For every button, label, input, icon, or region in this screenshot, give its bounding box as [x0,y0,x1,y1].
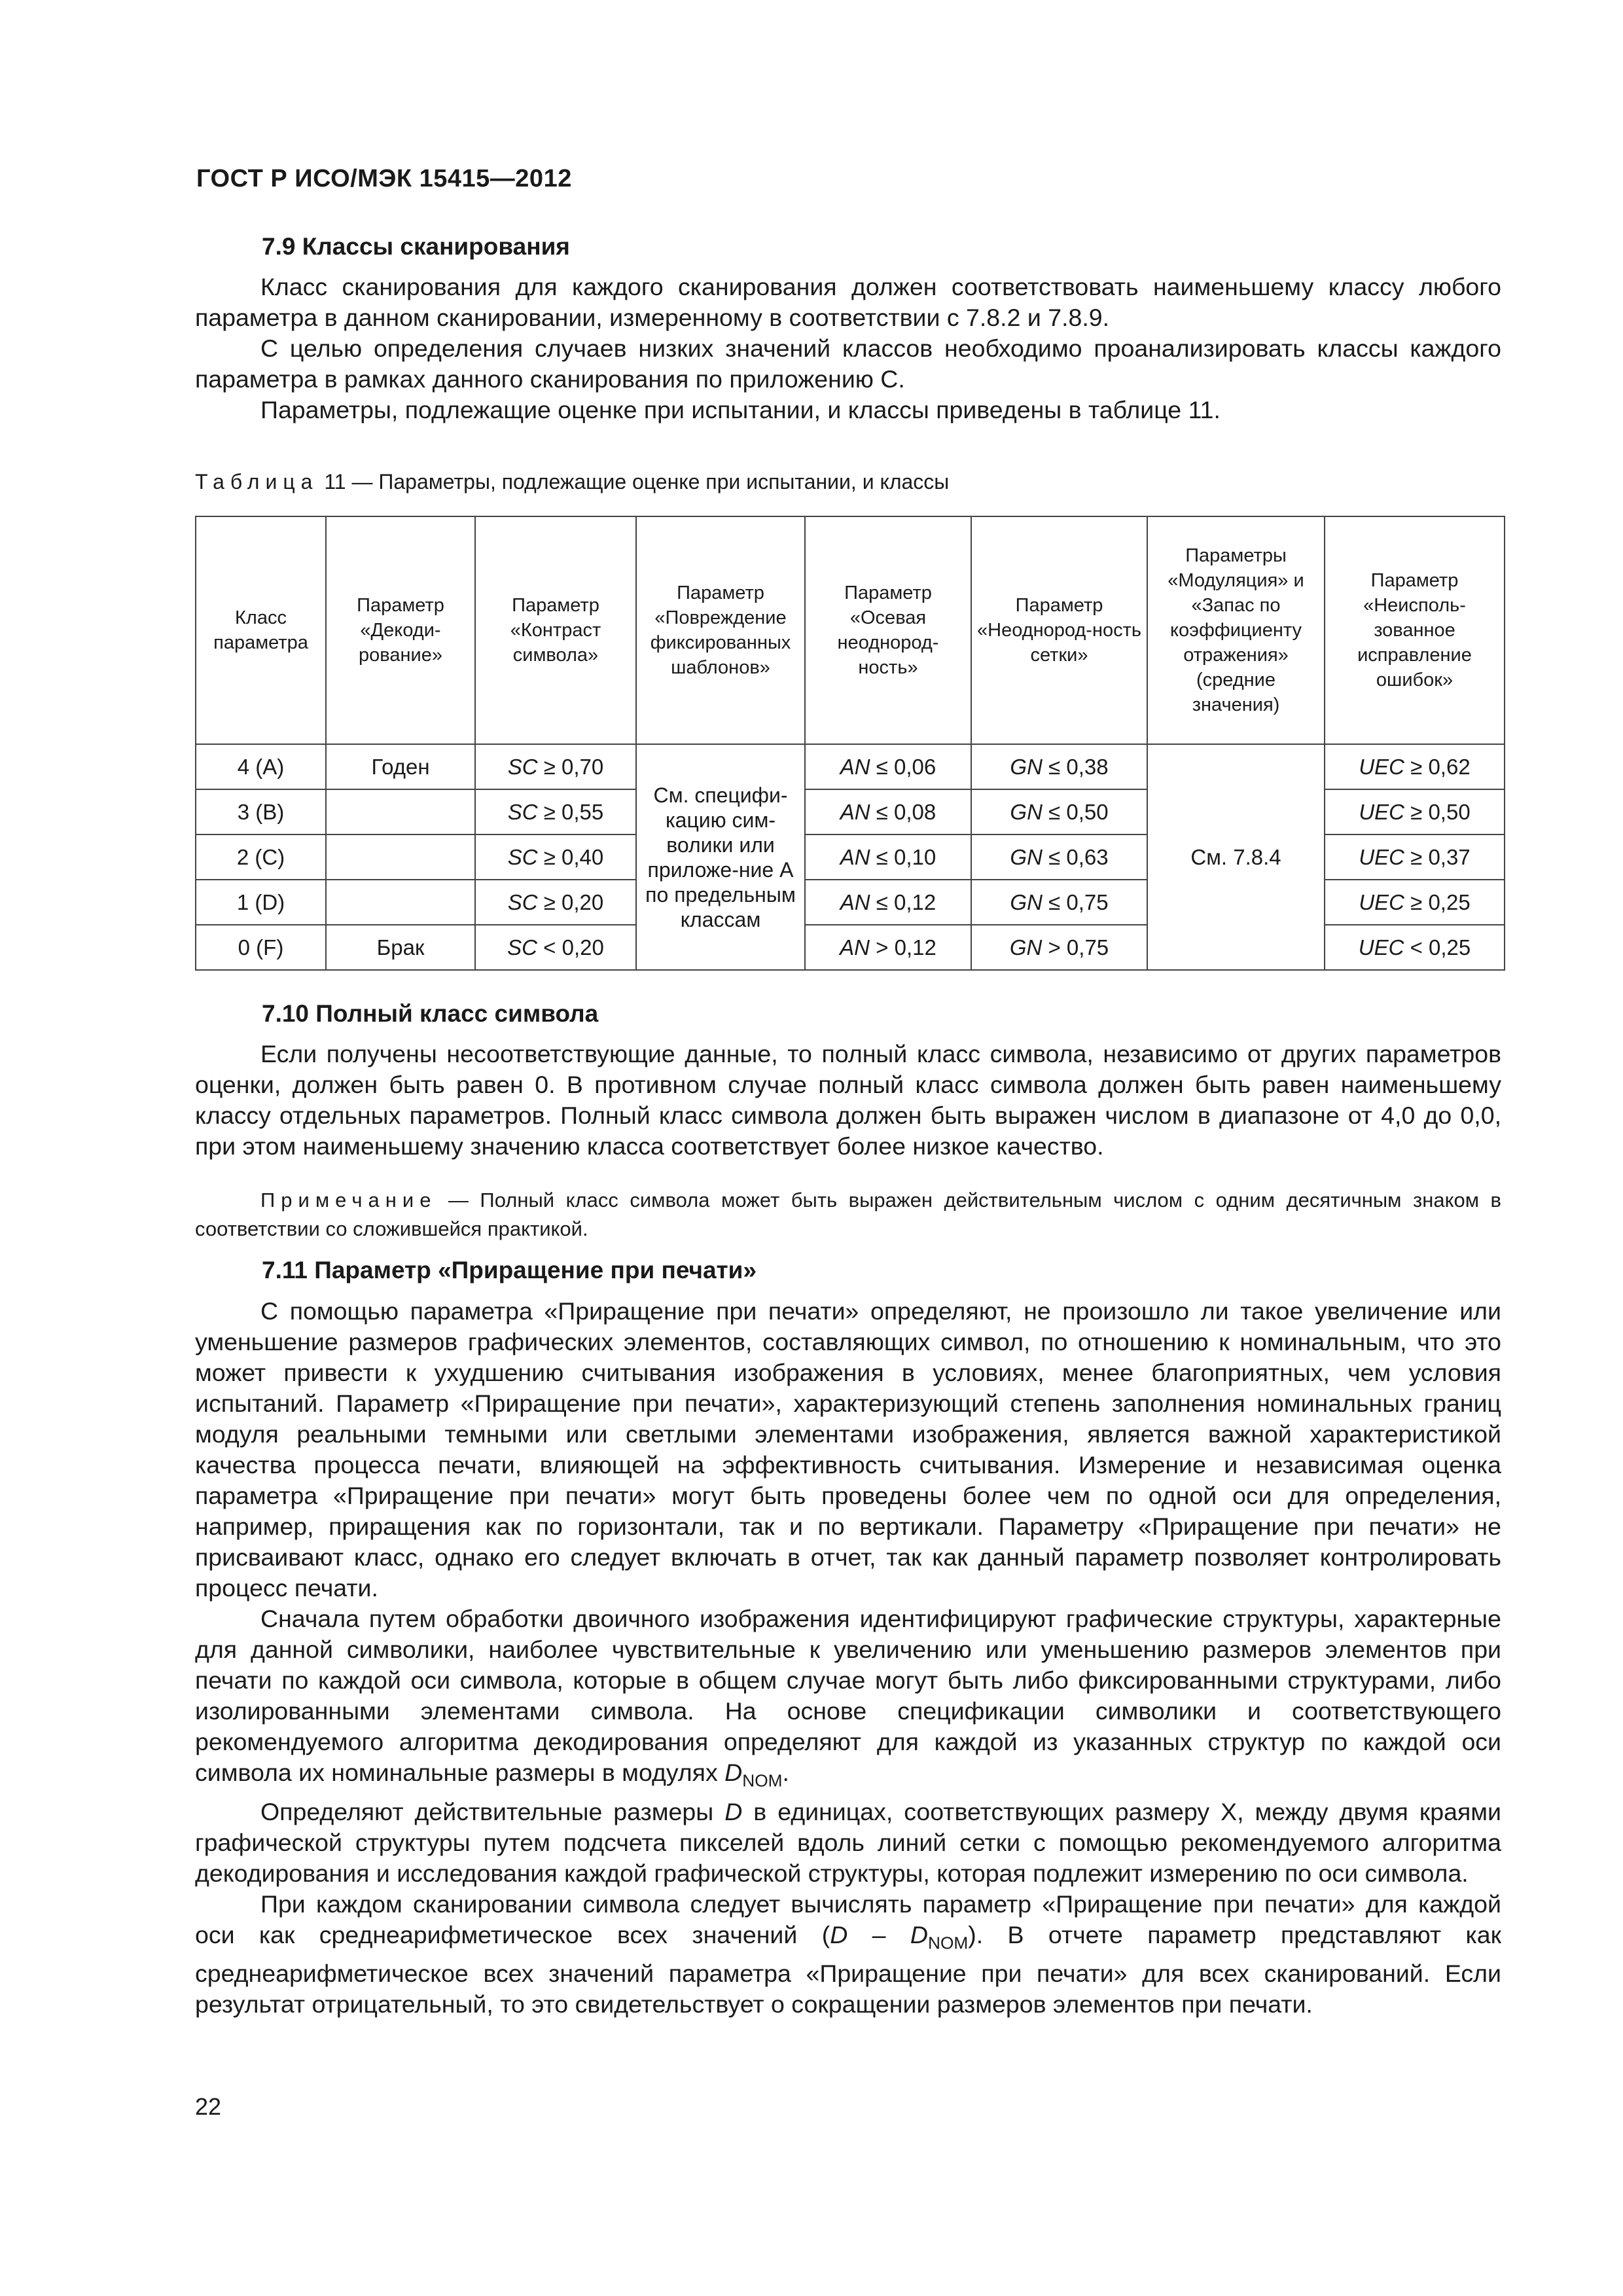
section-7-10-body [195,1039,1501,1162]
cell-decode: Годен [326,744,475,789]
cell-decode [326,789,475,834]
table-caption [195,470,949,494]
note-word: Примечание [260,1189,437,1211]
subscript-nom: NOM [928,1933,969,1952]
cell-uec: UEC < 0,25 [1325,925,1505,970]
cell-sc: SC ≥ 0,20 [475,880,636,925]
col-header: Класс параметра [196,516,326,744]
page-number: 22 [195,2093,222,2120]
cell-sc: SC ≥ 0,70 [475,744,636,789]
table-11 [195,516,1505,971]
col-header: Параметр «Повреждение фиксированных шаблонов» [636,516,805,744]
table-row [196,744,1505,789]
cell-gn: GN ≤ 0,63 [971,834,1147,880]
cell-grade: 0 (F) [196,925,326,970]
col-header: Параметр «Осевая неоднород-ность» [805,516,971,744]
cell-grade: 2 (C) [196,834,326,880]
paragraph: Определяют действительные размеры D в единицах, соответствующих размеру X, между двумя краями графической структуры путем подсчета пикселей вдоль линий сетки с помощью рекомендуемого алгоритма декодирования и исследования каждой графической структуры, которая подлежит измерению по оси символа. [195,1797,1501,1887]
cell-grade: 3 (B) [196,789,326,834]
paragraph: При каждом сканировании символа следует вычислять параметр «Приращение при печати» для каждой оси как среднеарифметическое всех значений $(D - D_{NOM})$. В отчете параметр представляют как среднеарифметическое всех значений параметра «Приращение при печати» для всех сканирований. Если результат отрицательный, то это свидетельствует о сокращении размеров элементов при печати. [195,1890,1501,2018]
section-7-9-title: 7.9 Классы сканирования [262,233,570,260]
symbol-d: D [724,1797,743,1825]
note-text: — Полный класс символа может быть выражен действительным числом с одним десятичным знаком в соответствии со сложившейся практикой. [195,1189,1501,1240]
cell-decode [326,834,475,880]
col-header: Параметр «Контраст символа» [475,516,636,744]
cell-gn: GN ≤ 0,38 [971,744,1147,789]
paragraph: Если получены несоответствующие данные, то полный класс символа, независимо от других параметров оценки, должен быть равен 0. В противном случае полный класс символа должен быть равен наименьшему классу отдельных параметров. Полный класс символа должен быть выражен числом в диапазоне от 4,0 до 0,0, при этом наименьшему значению класса соответствует более низкое качество. [195,1040,1501,1160]
cell-uec: UEC ≥ 0,25 [1325,880,1505,925]
document-header: ГОСТ Р ИСО/МЭК 15415—2012 [196,165,572,192]
table-header-row [196,516,1505,744]
cell-decode: Брак [326,925,475,970]
cell-decode [326,880,475,925]
paragraph: С помощью параметра «Приращение при печати» определяют, не произошло ли такое увеличение или уменьшение размеров графических элементов, составляющих символ, по отношению к номинальным, что это может привести к ухудшению считывания изображения в условиях, менее благоприятных, чем условия испытаний. Параметр «Приращение при печати», характеризующий степень заполнения номинальных границ модуля реальными темными или светлыми элементами изображения, является важной характеристикой качества процесса печати, влияющей на эффективность считывания. Измерение и независимая оценка параметра «Приращение при печати» могут быть проведены более чем по одной оси для определения, например, приращения как по горизонтали, так и по вертикали. Параметру «Приращение при печати» не присваивают класс, однако его следует включать в отчет, так как данный параметр позволяет контролировать процесс печати. [195,1297,1501,1602]
cell-sc: SC ≥ 0,55 [475,789,636,834]
section-7-11-body [195,1296,1501,2020]
paragraph: Класс сканирования для каждого сканирования должен соответствовать наименьшему классу любого параметра в данном сканировании, измеренному в соответствии с 7.8.2 и 7.8.9. [195,273,1501,331]
section-7-10-title: 7.10 Полный класс символа [262,1000,599,1027]
cell-grade: 1 (D) [196,880,326,925]
cell-an: AN ≤ 0,08 [805,789,971,834]
col-header: Параметр «Неоднород-ность сетки» [971,516,1147,744]
col-header: Параметр «Неисполь-зованное исправление ошибок» [1325,516,1505,744]
table-caption-word: Таблица [195,470,319,493]
paragraph: Параметры, подлежащие оценке при испытании, и классы приведены в таблице 11. [260,396,1221,423]
cell-grade: 4 (A) [196,744,326,789]
note [195,1186,1501,1244]
section-7-9-body [195,272,1501,425]
cell-sc: SC < 0,20 [475,925,636,970]
cell-mod-merged: См. 7.8.4 [1147,744,1325,970]
col-header: Параметр «Декоди-рование» [326,516,475,744]
cell-fpd-merged: См. специфи-кацию сим-волики или приложе-ние А по предельным классам [636,744,805,970]
cell-an: AN ≤ 0,06 [805,744,971,789]
section-7-11-title: 7.11 Параметр «Приращение при печати» [262,1257,757,1283]
cell-gn: GN ≤ 0,75 [971,880,1147,925]
cell-gn: GN > 0,75 [971,925,1147,970]
symbol-d: D [724,1759,743,1786]
cell-an: AN ≤ 0,10 [805,834,971,880]
subscript-nom: NOM [742,1770,783,1791]
cell-an: AN > 0,12 [805,925,971,970]
cell-uec: UEC ≥ 0,37 [1325,834,1505,880]
cell-gn: GN ≤ 0,50 [971,789,1147,834]
col-header: Параметры «Модуляция» и «Запас по коэффициенту отражения» (средние значения) [1147,516,1325,744]
cell-uec: UEC ≥ 0,50 [1325,789,1505,834]
formula-d-minus-dnom: D – D [830,1920,928,1948]
table-caption-text: 11 — Параметры, подлежащие оценке при испытании, и классы [318,470,950,493]
cell-sc: SC ≥ 0,40 [475,834,636,880]
cell-uec: UEC ≥ 0,62 [1325,744,1505,789]
cell-an: AN ≤ 0,12 [805,880,971,925]
paragraph: Сначала путем обработки двоичного изображения идентифицируют графические структуры, характерные для данной символики, наиболее чувствительные к увеличению или уменьшению размеров элементов при печати по каждой оси символа, которые в общем случае могут быть либо фиксированными структурами, либо изолированными элементами символа. На основе спецификации символики и соответствующего рекомендуемого алгоритма декодирования определяют для каждой из указанных структур по каждой оси символа их номинальные размеры в модулях $D_{NOM}$. [195,1605,1501,1791]
paragraph: С целью определения случаев низких значений классов необходимо проанализировать классы каждого параметра в рамках данного сканирования по приложению C. [195,334,1501,393]
